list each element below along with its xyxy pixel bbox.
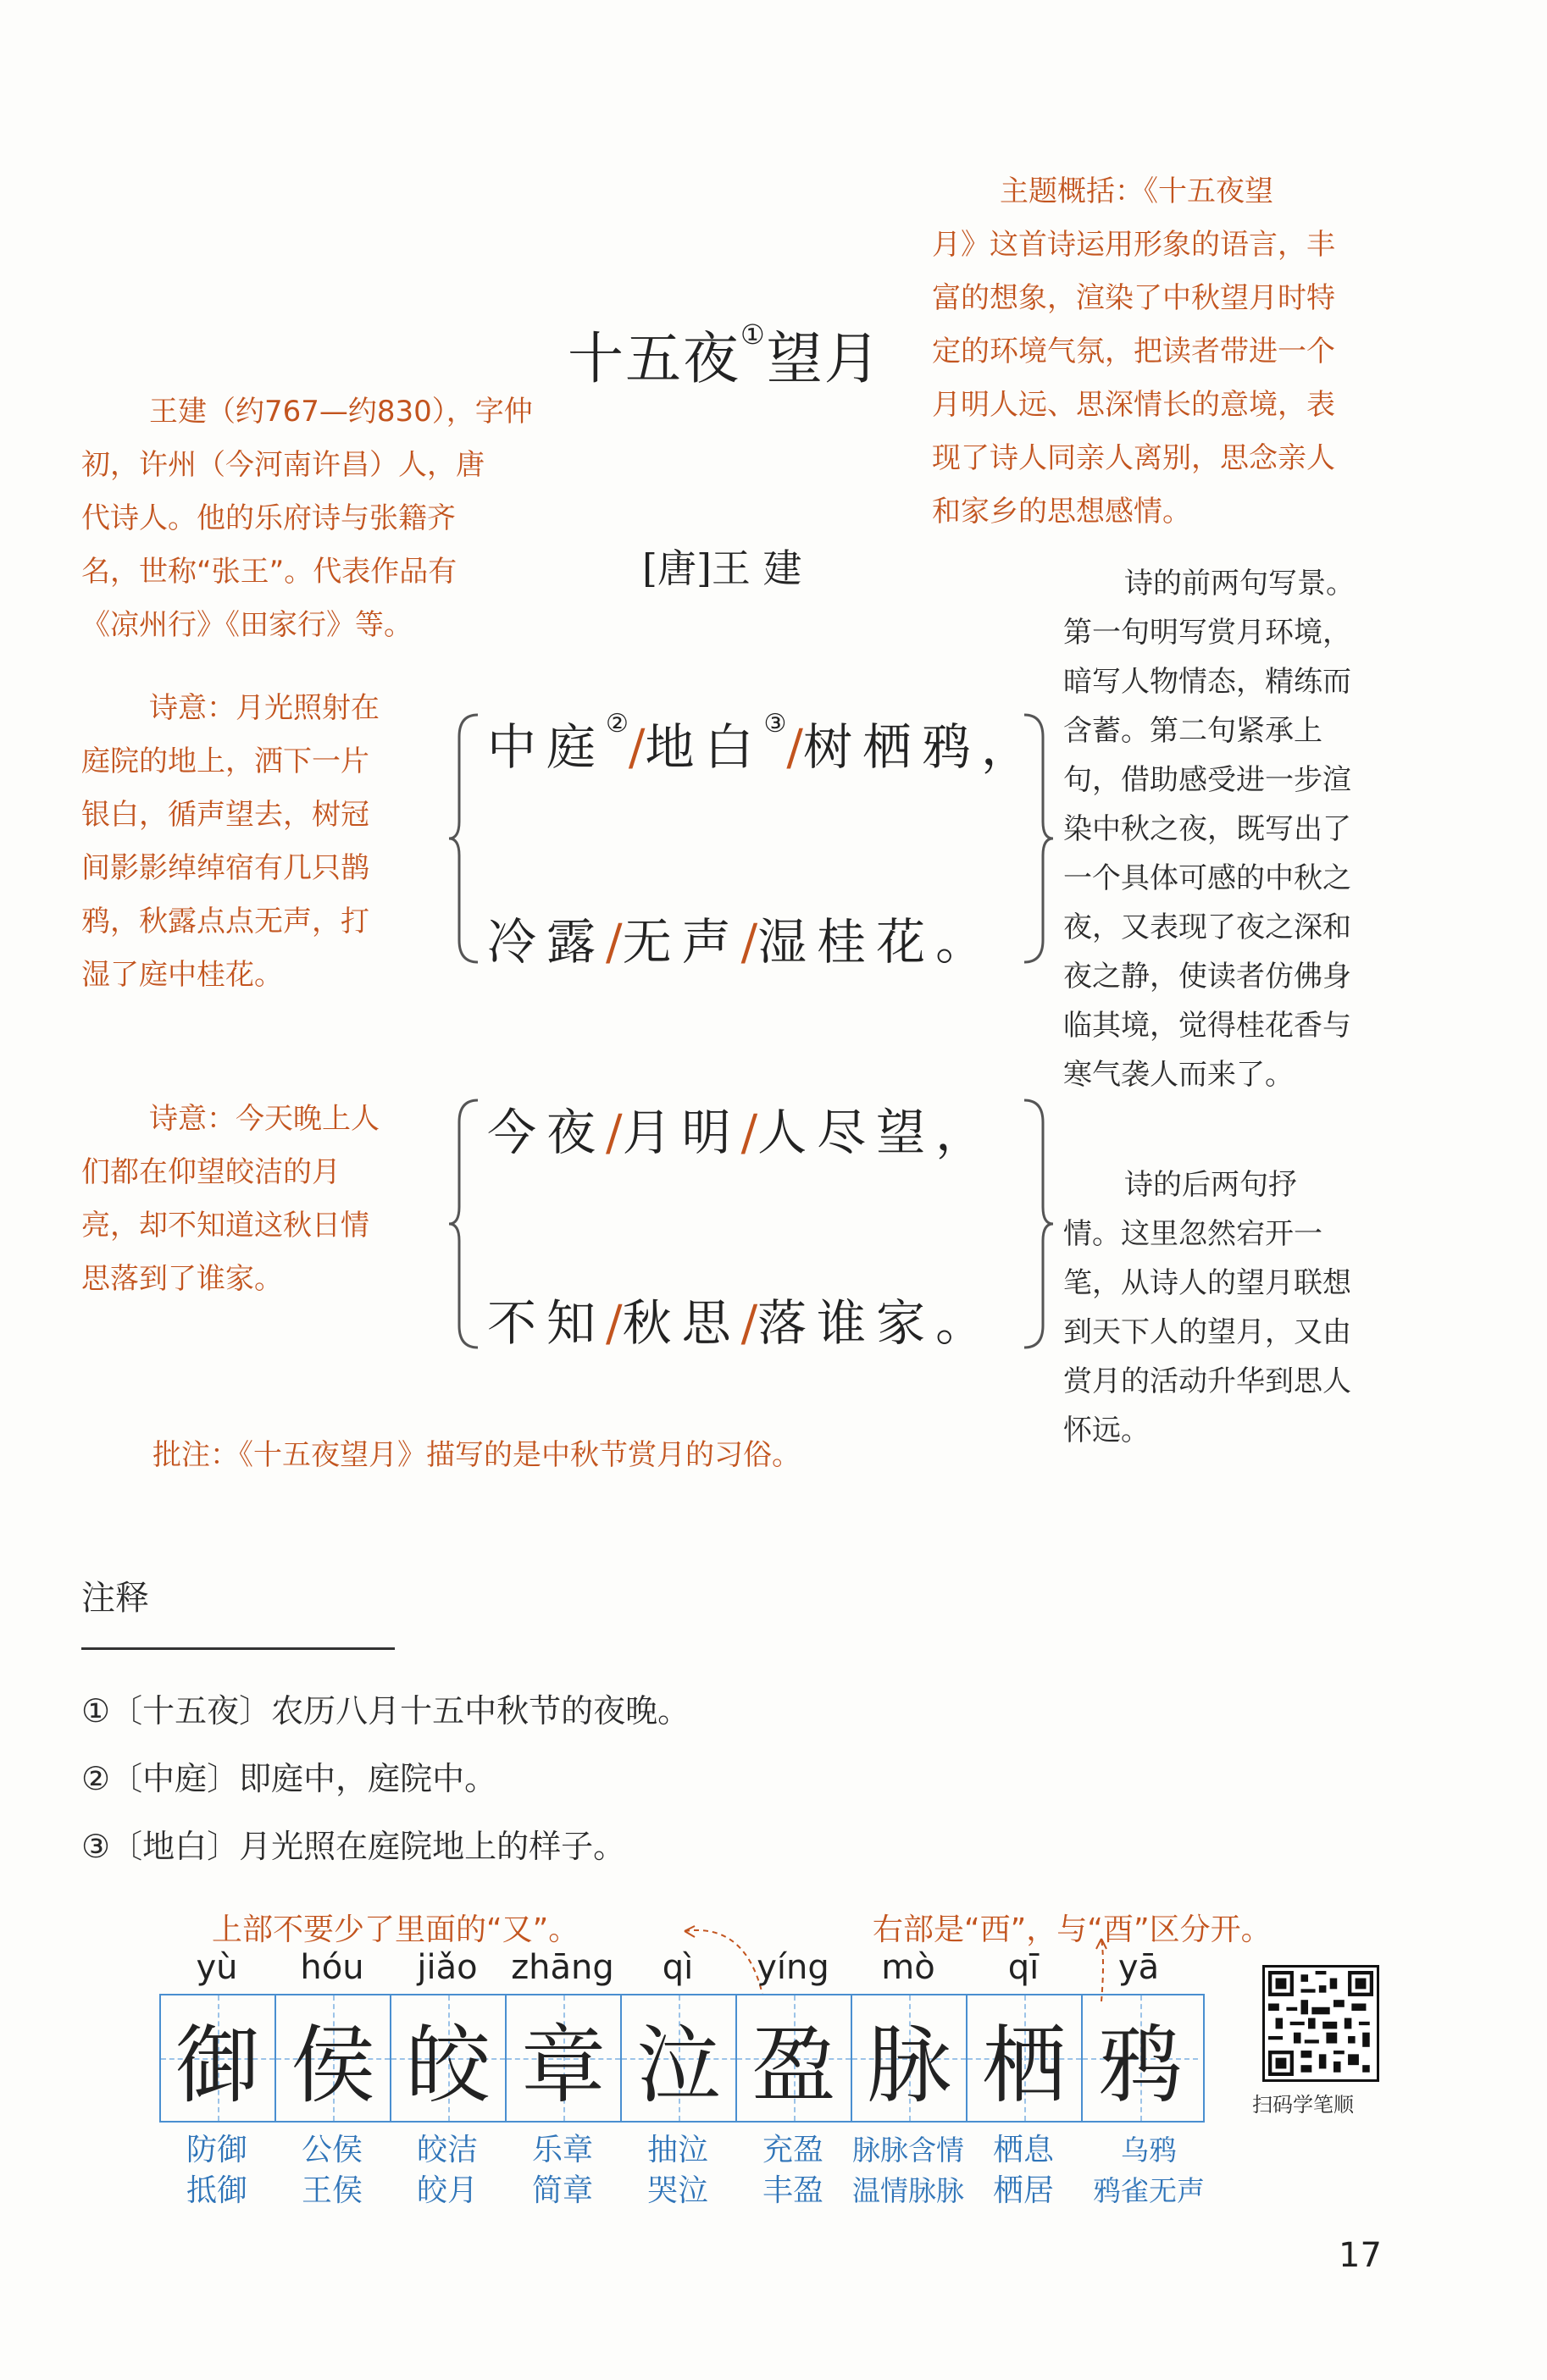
theme-summary bbox=[932, 165, 1406, 539]
qr-label: 扫码学笔顺 bbox=[1252, 2093, 1354, 2117]
footnote-mark: ③ bbox=[763, 709, 787, 739]
analysis-line: 含蓄。第二句紧承上 bbox=[1063, 714, 1322, 748]
character-cell: 泣 bbox=[622, 1995, 737, 2121]
pinyin-row bbox=[159, 1948, 1196, 1987]
analysis-line: 第一句明写赏月环境， bbox=[1063, 616, 1351, 650]
character-cell: 脉 bbox=[852, 1995, 968, 2121]
author-note-line: 名，世称“张王”。代表作品有 bbox=[81, 555, 457, 589]
word-pair: 皎洁 皎月 bbox=[416, 2133, 478, 2208]
notes-divider bbox=[81, 1647, 395, 1650]
pinyin: mò bbox=[881, 1948, 935, 1987]
meaning-line: 思落到了谁家。 bbox=[81, 1262, 283, 1296]
meaning-line: 庭院的地上，洒下一片 bbox=[81, 744, 369, 778]
word-pair: 乐章 简章 bbox=[531, 2133, 593, 2208]
character-cell: 侯 bbox=[276, 1995, 391, 2121]
analysis-line: 怀远。 bbox=[1063, 1414, 1150, 1447]
analysis-line: 暗写人物情态，精练而 bbox=[1063, 665, 1351, 699]
poem-line-2: 冷露/无声/湿桂花。 bbox=[487, 913, 995, 971]
tip-left: 上部不要少了里面的“又”。 bbox=[212, 1912, 579, 1947]
word-pair: 抽泣 哭泣 bbox=[646, 2133, 708, 2208]
poem-line-4: 不知/秋思/落谁家。 bbox=[487, 1294, 995, 1352]
note-item: ①〔十五夜〕农历八月十五中秋节的夜晚。 bbox=[81, 1692, 690, 1730]
author-note-line: 王建（约767—约830），字仲 bbox=[149, 395, 533, 429]
pinyin: jiǎo bbox=[417, 1948, 478, 1987]
pause-mark: / bbox=[740, 1104, 758, 1161]
theme-line: 月》这首诗运用形象的语言，丰 bbox=[932, 228, 1335, 262]
theme-line: 月明人远、思深情长的意境，表 bbox=[932, 388, 1335, 422]
pinyin: yù bbox=[196, 1948, 238, 1987]
meaning-line: 银白，循声望去，树冠 bbox=[81, 798, 369, 832]
meaning-line: 们都在仰望皎洁的月 bbox=[81, 1155, 341, 1189]
character-cell: 栖 bbox=[968, 1995, 1083, 2121]
analysis-line: 句，借助感受进一步渲 bbox=[1063, 763, 1351, 797]
page-number: 17 bbox=[1339, 2236, 1382, 2275]
pause-mark: / bbox=[786, 718, 803, 776]
meaning-line: 诗意：月光照射在 bbox=[149, 691, 380, 725]
author-note-line: 《凉州行》《田家行》等。 bbox=[81, 608, 413, 642]
theme-line: 定的环境气氛，把读者带进一个 bbox=[932, 335, 1335, 368]
theme-line: 和家乡的思想感情。 bbox=[932, 495, 1191, 529]
pinyin: yā bbox=[1117, 1948, 1160, 1987]
note-item: ②〔中庭〕即庭中，庭院中。 bbox=[81, 1760, 497, 1797]
pause-mark: / bbox=[606, 1104, 623, 1161]
character-cell: 章 bbox=[507, 1995, 622, 2121]
theme-line: 富的想象，渲染了中秋望月时特 bbox=[932, 281, 1335, 315]
pause-mark: / bbox=[628, 718, 646, 776]
meaning-note-1 bbox=[81, 682, 446, 1002]
author-note-line: 代诗人。他的乐府诗与张籍齐 bbox=[81, 501, 456, 535]
character-cell: 皎 bbox=[391, 1995, 507, 2121]
meaning-note-2 bbox=[81, 1093, 446, 1306]
brace-right-1 bbox=[1021, 711, 1055, 966]
analysis-note-1 bbox=[1063, 559, 1419, 1099]
pinyin: zhāng bbox=[511, 1948, 614, 1987]
meaning-line: 鸦，秋露点点无声，打 bbox=[81, 905, 369, 938]
author-note-line: 初，许州（今河南许昌）人，唐 bbox=[81, 448, 485, 482]
pause-mark: / bbox=[606, 1294, 623, 1352]
word-pair: 栖息 栖居 bbox=[992, 2133, 1054, 2208]
analysis-line: 情。这里忽然宕开一 bbox=[1063, 1217, 1322, 1251]
analysis-line: 赏月的活动升华到思人 bbox=[1063, 1364, 1351, 1398]
word-pair: 防御 抵御 bbox=[186, 2133, 247, 2208]
analysis-line: 夜之静，使读者仿佛身 bbox=[1063, 960, 1351, 994]
tip-right: 右部是“西”，与“酉”区分开。 bbox=[873, 1912, 1272, 1947]
pause-mark: / bbox=[740, 1294, 758, 1352]
meaning-line: 湿了庭中桂花。 bbox=[81, 958, 283, 992]
word-pair: 乌鸦 鸦雀无声 bbox=[1093, 2134, 1205, 2207]
character-cell: 盈 bbox=[737, 1995, 852, 2121]
meaning-line: 亮，却不知道这秋日情 bbox=[81, 1209, 369, 1243]
word-pair: 公侯 王侯 bbox=[301, 2133, 363, 2208]
brace-left-2 bbox=[447, 1097, 481, 1351]
meaning-line: 诗意：今天晚上人 bbox=[149, 1102, 380, 1136]
pinyin: qī bbox=[1007, 1948, 1040, 1987]
poem-line-3: 今夜/月明/人尽望， bbox=[487, 1104, 995, 1161]
notes-heading: 注释 bbox=[81, 1579, 149, 1618]
analysis-line: 诗的前两句写景。 bbox=[1124, 567, 1355, 601]
comment: 批注：《十五夜望月》描写的是中秋节赏月的习俗。 bbox=[152, 1438, 801, 1472]
pinyin: hóu bbox=[300, 1948, 364, 1987]
word-pair: 脉脉含情 温情脉脉 bbox=[852, 2134, 964, 2207]
poem-line-1: 中庭②/地白③/树栖鸦， bbox=[487, 709, 1040, 776]
footnote-mark: ② bbox=[606, 709, 629, 739]
character-grid bbox=[159, 1994, 1205, 2123]
page-title bbox=[568, 313, 882, 394]
character-cell: 鸦 bbox=[1083, 1995, 1198, 2121]
analysis-line: 笔，从诗人的望月联想 bbox=[1063, 1266, 1351, 1300]
word-examples bbox=[159, 2130, 1217, 2211]
title-text: 望月 bbox=[766, 326, 882, 391]
author-note bbox=[81, 385, 598, 652]
analysis-line: 一个具体可感的中秋之 bbox=[1063, 861, 1351, 895]
pinyin: yíng bbox=[757, 1948, 829, 1987]
title-text: 十五夜 bbox=[568, 326, 740, 391]
theme-line: 现了诗人同亲人离别，思念亲人 bbox=[932, 441, 1335, 475]
analysis-line: 诗的后两句抒 bbox=[1124, 1168, 1297, 1202]
character-cell: 御 bbox=[161, 1995, 276, 2121]
footnote-mark: ① bbox=[740, 318, 767, 351]
qr-code-icon[interactable] bbox=[1262, 1965, 1379, 2082]
brace-left-1 bbox=[447, 711, 481, 966]
theme-line: 主题概括：《十五夜望 bbox=[1000, 174, 1273, 208]
analysis-note-2 bbox=[1063, 1160, 1419, 1455]
word-pair: 充盈 丰盈 bbox=[762, 2133, 823, 2208]
analysis-line: 夜，又表现了夜之深和 bbox=[1063, 910, 1351, 944]
meaning-line: 间影影绰绰宿有几只鹊 bbox=[81, 851, 369, 885]
brace-right-2 bbox=[1021, 1097, 1055, 1351]
notes-list bbox=[81, 1677, 690, 1880]
analysis-line: 到天下人的望月，又由 bbox=[1063, 1315, 1351, 1349]
analysis-line: 临其境，觉得桂花香与 bbox=[1063, 1009, 1351, 1043]
pinyin: qì bbox=[662, 1948, 694, 1987]
author: [唐]王 建 bbox=[642, 545, 802, 591]
pause-mark: / bbox=[606, 913, 623, 971]
note-item: ③〔地白〕月光照在庭院地上的样子。 bbox=[81, 1828, 626, 1865]
pause-mark: / bbox=[740, 913, 758, 971]
analysis-line: 染中秋之夜，既写出了 bbox=[1063, 812, 1351, 846]
analysis-line: 寒气袭人而来了。 bbox=[1063, 1058, 1294, 1092]
